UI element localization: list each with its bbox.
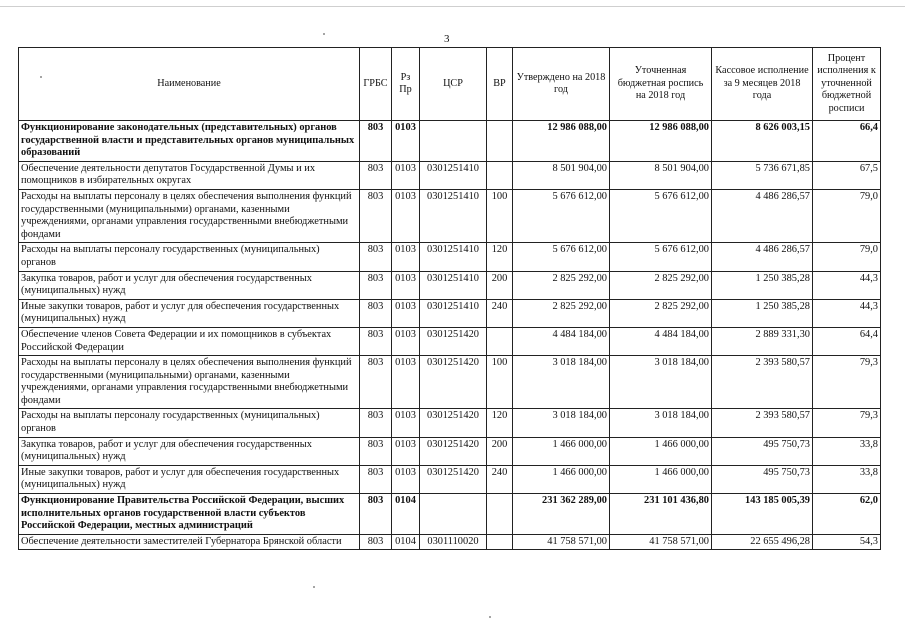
cell-refined: 5 676 612,00 [610,189,712,242]
cell-approved: 1 466 000,00 [513,437,610,465]
cell-cash: 1 250 385,28 [712,271,813,299]
cell-refined: 4 484 184,00 [610,327,712,355]
cell-csr: 0301251420 [420,437,487,465]
cell-csr: 0301110020 [420,534,487,550]
col-header-rzpr: Рз Пр [392,48,420,121]
table-row [19,243,881,271]
table-row [19,356,881,409]
cell-rzpr: 0103 [392,409,420,437]
cell-csr: 0301251420 [420,465,487,493]
cell-approved: 4 484 184,00 [513,327,610,355]
cell-name: Расходы на выплаты персоналу государственных (муниципальных) органов [19,243,360,271]
cell-refined: 5 676 612,00 [610,243,712,271]
cell-grbs: 803 [360,189,392,242]
cell-refined: 8 501 904,00 [610,161,712,189]
cell-percent: 62,0 [813,494,881,535]
cell-rzpr: 0103 [392,437,420,465]
cell-vr [487,121,513,162]
cell-refined: 41 758 571,00 [610,534,712,550]
col-header-refined: Уточненная бюджетная роспись на 2018 год [610,48,712,121]
cell-grbs: 803 [360,271,392,299]
cell-rzpr: 0103 [392,243,420,271]
cell-cash: 495 750,73 [712,437,813,465]
cell-percent: 79,0 [813,189,881,242]
scan-speck [323,33,325,35]
cell-csr: 0301251410 [420,299,487,327]
cell-name: Иные закупки товаров, работ и услуг для обеспечения государственных (муниципальных) нужд [19,299,360,327]
cell-name: Обеспечение членов Совета Федерации и их помощников в субъектах Российской Федерации [19,327,360,355]
cell-grbs: 803 [360,299,392,327]
cell-csr: 0301251410 [420,243,487,271]
cell-grbs: 803 [360,121,392,162]
table-row [19,121,881,162]
cell-percent: 79,0 [813,243,881,271]
cell-grbs: 803 [360,437,392,465]
table-row [19,437,881,465]
cell-vr [487,534,513,550]
page-number: 3 [444,33,450,45]
cell-refined: 1 466 000,00 [610,465,712,493]
cell-refined: 1 466 000,00 [610,437,712,465]
cell-rzpr: 0103 [392,271,420,299]
cell-approved: 5 676 612,00 [513,189,610,242]
cell-approved: 3 018 184,00 [513,356,610,409]
cell-rzpr: 0103 [392,161,420,189]
cell-vr: 120 [487,409,513,437]
cell-approved: 5 676 612,00 [513,243,610,271]
cell-grbs: 803 [360,465,392,493]
cell-refined: 2 825 292,00 [610,299,712,327]
table-row [19,534,881,550]
cell-cash: 4 486 286,57 [712,243,813,271]
cell-cash: 4 486 286,57 [712,189,813,242]
cell-rzpr: 0103 [392,327,420,355]
cell-grbs: 803 [360,534,392,550]
cell-cash: 2 393 580,57 [712,356,813,409]
cell-vr [487,161,513,189]
cell-grbs: 803 [360,494,392,535]
cell-csr: 0301251420 [420,356,487,409]
cell-vr: 240 [487,465,513,493]
scan-speck [40,76,42,78]
table-row [19,327,881,355]
cell-csr [420,494,487,535]
table-row [19,161,881,189]
col-header-name: Наименование [19,48,360,121]
cell-percent: 66,4 [813,121,881,162]
cell-name: Обеспечение деятельности депутатов Государственной Думы и их помощников в избирательных округах [19,161,360,189]
cell-csr: 0301251420 [420,327,487,355]
cell-csr: 0301251410 [420,189,487,242]
cell-vr: 200 [487,271,513,299]
cell-approved: 41 758 571,00 [513,534,610,550]
cell-name: Закупка товаров, работ и услуг для обеспечения государственных (муниципальных) нужд [19,437,360,465]
cell-approved: 2 825 292,00 [513,271,610,299]
cell-vr: 100 [487,356,513,409]
table-row [19,494,881,535]
cell-vr: 240 [487,299,513,327]
header-row [19,48,881,121]
cell-cash: 2 393 580,57 [712,409,813,437]
cell-name: Расходы на выплаты персоналу в целях обеспечения выполнения функций государственными (муниципальными) органами, казенными учреждениями, органами управления государственными внебюджетными фондами [19,189,360,242]
cell-approved: 1 466 000,00 [513,465,610,493]
table-row [19,409,881,437]
cell-csr: 0301251410 [420,271,487,299]
cell-vr: 100 [487,189,513,242]
cell-percent: 54,3 [813,534,881,550]
cell-csr: 0301251410 [420,161,487,189]
cell-name: Расходы на выплаты персоналу в целях обеспечения выполнения функций государственными (муниципальными) органами, казенными учреждениями, органами управления государственными внебюджетными фондами [19,356,360,409]
cell-rzpr: 0103 [392,121,420,162]
cell-cash: 22 655 496,28 [712,534,813,550]
cell-name: Функционирование законодательных (представительных) органов государственной власти и представительных органов муниципальных образований [19,121,360,162]
cell-rzpr: 0103 [392,356,420,409]
cell-percent: 44,3 [813,271,881,299]
cell-percent: 79,3 [813,409,881,437]
cell-percent: 64,4 [813,327,881,355]
cell-vr [487,494,513,535]
table-body [19,121,881,550]
cell-name: Закупка товаров, работ и услуг для обеспечения государственных (муниципальных) нужд [19,271,360,299]
cell-rzpr: 0103 [392,189,420,242]
cell-rzpr: 0104 [392,494,420,535]
cell-name: Расходы на выплаты персоналу государственных (муниципальных) органов [19,409,360,437]
table-row [19,299,881,327]
budget-table [18,47,881,550]
cell-grbs: 803 [360,161,392,189]
table-row [19,189,881,242]
cell-percent: 33,8 [813,465,881,493]
cell-approved: 12 986 088,00 [513,121,610,162]
top-rule [0,6,905,7]
col-header-cash: Кассовое исполнение за 9 месяцев 2018 года [712,48,813,121]
cell-vr [487,327,513,355]
cell-percent: 79,3 [813,356,881,409]
cell-name: Иные закупки товаров, работ и услуг для обеспечения государственных (муниципальных) нужд [19,465,360,493]
cell-percent: 44,3 [813,299,881,327]
cell-refined: 3 018 184,00 [610,409,712,437]
col-header-approved: Утверждено на 2018 год [513,48,610,121]
cell-name: Функционирование Правительства Российской Федерации, высших исполнительных органов государственной власти субъектов Российской Федерации, местных администраций [19,494,360,535]
cell-rzpr: 0103 [392,465,420,493]
cell-cash: 2 889 331,30 [712,327,813,355]
cell-grbs: 803 [360,327,392,355]
cell-csr: 0301251420 [420,409,487,437]
scan-speck [313,586,315,588]
cell-grbs: 803 [360,409,392,437]
cell-csr [420,121,487,162]
cell-vr: 200 [487,437,513,465]
cell-name: Обеспечение деятельности заместителей Губернатора Брянской области [19,534,360,550]
col-header-percent: Процент исполнения к уточненной бюджетной росписи [813,48,881,121]
cell-vr: 120 [487,243,513,271]
cell-percent: 33,8 [813,437,881,465]
cell-cash: 143 185 005,39 [712,494,813,535]
scan-speck [489,616,491,618]
cell-cash: 5 736 671,85 [712,161,813,189]
cell-cash: 1 250 385,28 [712,299,813,327]
cell-rzpr: 0104 [392,534,420,550]
cell-grbs: 803 [360,243,392,271]
cell-refined: 3 018 184,00 [610,356,712,409]
cell-grbs: 803 [360,356,392,409]
cell-refined: 12 986 088,00 [610,121,712,162]
cell-percent: 67,5 [813,161,881,189]
cell-approved: 3 018 184,00 [513,409,610,437]
cell-rzpr: 0103 [392,299,420,327]
cell-refined: 2 825 292,00 [610,271,712,299]
cell-approved: 231 362 289,00 [513,494,610,535]
cell-refined: 231 101 436,80 [610,494,712,535]
col-header-csr: ЦСР [420,48,487,121]
cell-approved: 2 825 292,00 [513,299,610,327]
table-row [19,465,881,493]
col-header-grbs: ГРБС [360,48,392,121]
cell-cash: 8 626 003,15 [712,121,813,162]
col-header-vr: ВР [487,48,513,121]
table-row [19,271,881,299]
cell-cash: 495 750,73 [712,465,813,493]
cell-approved: 8 501 904,00 [513,161,610,189]
